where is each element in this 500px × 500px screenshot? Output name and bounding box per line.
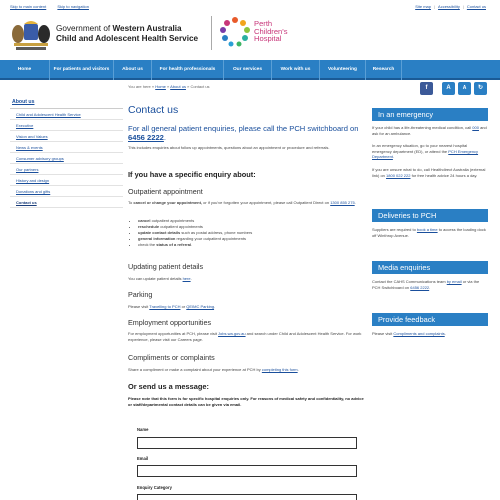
book-time-link[interactable]: book a time <box>416 227 438 232</box>
nav-patients[interactable]: For patients and visitors <box>50 60 114 80</box>
list-item: • reschedule outpatient appointments <box>138 224 374 230</box>
category-label: Enquiry Category <box>137 485 172 490</box>
media-text: Contact the CAHS Communications team by email or via the PCH Switchboard on 6456 2222. <box>372 279 480 290</box>
media-heading: Media enquiries <box>372 261 488 274</box>
compliments-text: Share a compliment or make a complaint about your experience at PCH by completing this form. <box>128 367 299 372</box>
pch-logo-icon[interactable] <box>218 16 252 50</box>
nav-volunteering[interactable]: Volunteering <box>320 60 366 80</box>
gov-name: Government of Western Australia <box>56 24 182 33</box>
email-label: Email <box>137 456 149 461</box>
site-header <box>10 16 490 56</box>
sidebar-item-executive[interactable]: Executive <box>10 120 123 131</box>
sidebar-item-donations[interactable]: Donations and gifts <box>10 186 123 197</box>
feedback-heading: Provide feedback <box>372 313 488 326</box>
outpatient-text: To cancel or change your appointment, or if you've forgotten your appointment, please call Outpatient Direct on 1300 855 275. <box>128 200 356 205</box>
emergency-heading: In an emergency <box>372 108 488 121</box>
nav-research[interactable]: Research <box>366 60 402 80</box>
page-title: Contact us <box>128 104 179 116</box>
name-label: Name <box>137 427 149 432</box>
contact-us-util-link[interactable]: Contact us <box>466 4 486 9</box>
outpatient-phone-link[interactable]: 1300 855 275 <box>330 200 355 205</box>
switchboard-phone[interactable]: 6456 2222 <box>128 133 164 142</box>
outpatient-list <box>138 218 374 248</box>
category-select[interactable] <box>137 494 357 500</box>
compliments-complaints-link[interactable]: Compliments and complaints <box>393 331 445 336</box>
nav-health-professionals[interactable]: For health professionals <box>152 60 224 80</box>
main-nav <box>0 60 500 80</box>
facebook-icon[interactable]: f <box>420 82 433 95</box>
updating-heading: Updating patient details <box>128 262 204 271</box>
employment-heading: Employment opportunities <box>128 318 212 327</box>
wa-crest-logo[interactable] <box>10 16 52 52</box>
breadcrumb-about[interactable]: About us <box>170 84 186 89</box>
email-input[interactable] <box>137 465 357 477</box>
jobs-wa-link[interactable]: Jobs.wa.gov.au <box>218 331 246 336</box>
sidebar-item-consumer[interactable]: Consumer advisory groups <box>10 153 123 164</box>
travelling-link[interactable]: Travelling to PCH <box>149 304 181 309</box>
breadcrumb-home[interactable]: Home <box>155 84 166 89</box>
skip-links <box>10 4 99 9</box>
nav-services[interactable]: Our services <box>224 60 272 80</box>
sidebar-item-news[interactable]: News & events <box>10 142 123 153</box>
list-item: • general information regarding your outpatient appointments <box>138 236 374 242</box>
deliveries-heading: Deliveries to PCH <box>372 209 488 222</box>
sidebar-item-vision[interactable]: Vision and Values <box>10 131 123 142</box>
service-name: Child and Adolescent Health Service <box>56 34 199 43</box>
media-email-link[interactable]: by email <box>446 279 462 284</box>
breadcrumb: You are here » Home » About us » Contact us <box>128 84 210 89</box>
sidebar-item-history[interactable]: History and design <box>10 175 123 186</box>
lead-note: This includes enquiries about follow up appointments, questions about an appointment or procedure and referrals. <box>128 145 330 150</box>
list-item: • update contact details such as postal address, phone numbers <box>138 230 374 236</box>
list-item: • cancel outpatient appointments <box>138 218 374 224</box>
name-input[interactable] <box>137 437 357 449</box>
main-content <box>128 84 368 98</box>
emergency-text-3: If you are unsure what to do, call Healthdirect Australia (external link) on 1800 022 222 for free health advice 24 hours a day. <box>372 167 486 178</box>
site-map-link[interactable]: Site map <box>415 4 431 9</box>
outpatient-heading: Outpatient appointment <box>128 187 203 196</box>
sidebar-nav <box>10 96 123 208</box>
pch-name: Perth Children's Hospital <box>254 19 288 43</box>
sidebar-item-partners[interactable]: Our partners <box>10 164 123 175</box>
feedback-text: Please visit Compliments and complaints. <box>372 331 446 336</box>
font-decrease-button[interactable]: A <box>458 82 471 95</box>
sidebar-heading[interactable]: About us <box>10 96 123 109</box>
pch-ed-link[interactable]: PCH Emergency Department <box>372 148 479 160</box>
complaint-form-link[interactable]: completing this form <box>261 367 298 372</box>
header-divider <box>211 16 212 50</box>
compliments-heading: Compliments or complaints <box>128 353 215 362</box>
list-item: • check the status of a referral. <box>138 242 374 248</box>
nav-work[interactable]: Work with us <box>272 60 320 80</box>
call-000-link[interactable]: 000 <box>472 125 479 130</box>
sidebar-item-cahs[interactable]: Child and Adolescent Health Service <box>10 109 123 120</box>
lead-text: For all general patient enquiries, please call the PCH switchboard on 6456 2222. <box>128 124 359 142</box>
update-details-link[interactable]: here <box>182 276 191 281</box>
message-note: Please note that this form is for specific hospital enquiries only. For reasons of medical safety and confidentiality, no advice or staff/departmental contact details can be given via email. <box>128 396 364 407</box>
skip-nav-link[interactable]: Skip to navigation <box>57 4 89 9</box>
skip-main-link[interactable]: Skip to main content <box>10 4 47 9</box>
parking-text: Please visit Travelling to PCH or QEIMC Parking. <box>128 304 216 309</box>
updating-text: You can update patient details here. <box>128 276 192 281</box>
employment-text: For employment opportunities at PCH, please visit Jobs.wa.gov.au and search under Child and Adolescent Health Service. For work experience, please visit our Careers page. <box>128 331 362 342</box>
accessibility-toolbar <box>416 82 488 96</box>
message-heading: Or send us a message: <box>128 382 209 391</box>
accessibility-link[interactable]: Accessibility <box>438 4 460 9</box>
qeimc-parking-link[interactable]: QEIMC Parking <box>186 304 215 309</box>
share-icon[interactable]: ↻ <box>474 82 487 95</box>
nav-home[interactable]: Home <box>0 60 50 80</box>
parking-heading: Parking <box>128 290 153 299</box>
sidebar-item-contact[interactable]: Contact us <box>10 197 123 208</box>
nav-about[interactable]: About us <box>114 60 152 80</box>
healthdirect-phone-link[interactable]: 1800 022 222 <box>386 172 411 178</box>
font-increase-button[interactable]: A <box>442 82 455 95</box>
utility-links: Site map | Accessibility | Contact us <box>415 4 486 9</box>
deliveries-text: Suppliers are required to book a time to access the loading dock off Winthrop Avenue. <box>372 227 486 238</box>
emergency-text-2: In an emergency situation, go to your nearest hospital emergency department (ED), or attend the PCH Emergency Department. <box>372 143 479 160</box>
specific-enquiry-heading: If you have a specific enquiry about: <box>128 170 256 179</box>
emergency-text-1: If your child has a life-threatening medical condition, call 000 and ask for an ambulance. <box>372 125 487 136</box>
media-phone-link[interactable]: 6456 2222 <box>410 284 430 290</box>
